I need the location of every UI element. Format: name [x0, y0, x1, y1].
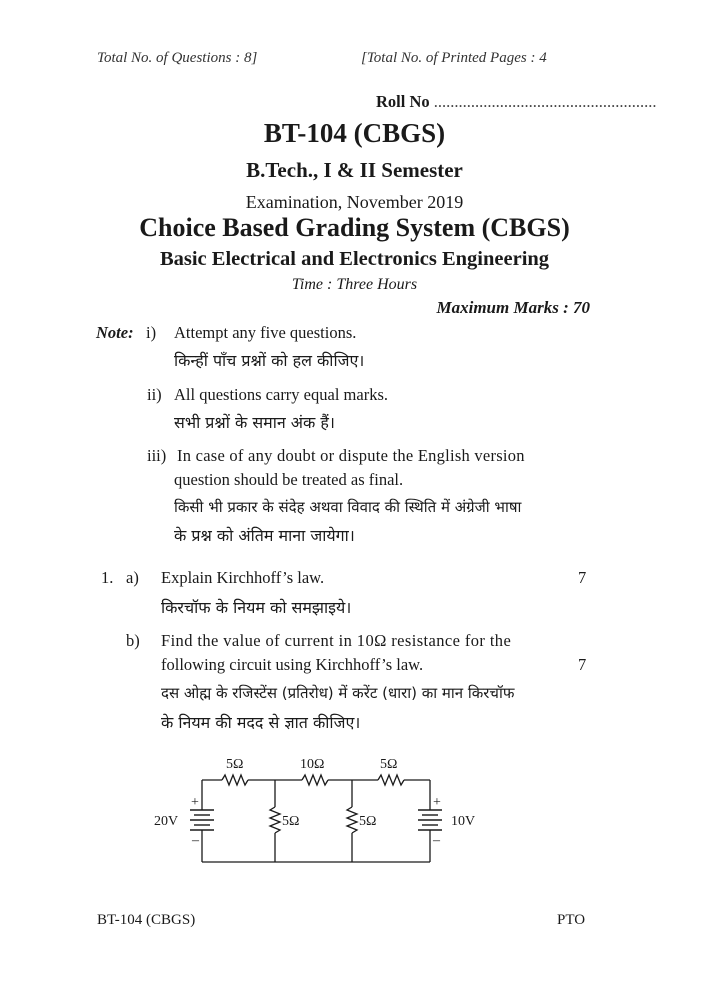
note-2-hi: सभी प्रश्नों के समान अंक हैं।	[174, 413, 335, 432]
note-num-1: i)	[146, 323, 157, 342]
q1b-marks: 7	[578, 655, 587, 674]
note-1-hi: किन्हीं पाँच प्रश्नों को हल कीजिए।	[174, 351, 365, 370]
roll-no-fill: ......................................................	[433, 92, 657, 111]
resistor-shunt-1	[270, 807, 280, 833]
q1a-marks: 7	[578, 568, 587, 587]
label-r-top-right: 5Ω	[380, 757, 398, 772]
q1b-hindi-1: दस ओह्म के रजिस्टेंस (प्रतिरोध) में करेंट (धारा) का मान किरचॉफ	[161, 684, 515, 702]
resistor-top-mid	[302, 775, 328, 785]
note-num-3: iii)	[147, 446, 167, 465]
grading-system: Choice Based Grading System (CBGS)	[139, 213, 570, 242]
left-minus-sign: –	[192, 833, 199, 848]
roll-no-label: Roll No	[376, 92, 430, 111]
q1a-text: Explain Kirchhoff’s law.	[161, 568, 325, 587]
note-2-en: All questions carry equal marks.	[174, 385, 388, 404]
label-v-right: 10V	[451, 814, 476, 829]
note-label: Note:	[96, 323, 134, 342]
note-3-en1: In case of any doubt or dispute the English version	[177, 446, 525, 465]
resistor-top-right	[378, 775, 404, 785]
footer-pto: PTO	[557, 912, 586, 928]
right-minus-sign: –	[433, 833, 440, 848]
right-plus-sign: +	[433, 795, 441, 810]
max-marks: Maximum Marks : 70	[436, 298, 590, 317]
q1b-label: b)	[126, 631, 140, 650]
label-r-top-mid: 10Ω	[300, 757, 325, 772]
exam-title: Examination, November 2019	[245, 192, 464, 212]
time-allowed: Time : Three Hours	[291, 276, 418, 293]
roll-no	[376, 92, 657, 112]
left-plus-sign: +	[191, 795, 199, 810]
total-pages: [Total No. of Printed Pages : 4	[361, 50, 547, 66]
subject-title: Basic Electrical and Electronics Engineering	[159, 248, 550, 270]
label-v-left: 20V	[154, 814, 179, 829]
note-3-hi1: किसी भी प्रकार के संदेह अथवा विवाद की स्थिति में अंग्रेजी भाषा	[174, 498, 522, 516]
label-r-shunt-2: 5Ω	[359, 814, 377, 829]
note-1-en: Attempt any five questions.	[174, 323, 357, 342]
q1b-text-1: Find the value of current in 10Ω resistance for the	[161, 631, 512, 650]
q1a-label: a)	[126, 568, 139, 587]
paper-code: BT-104 (CBGS)	[263, 118, 446, 148]
circuit-diagram	[140, 752, 480, 877]
label-r-top-left: 5Ω	[226, 757, 244, 772]
resistor-shunt-2	[347, 807, 357, 833]
total-questions: Total No. of Questions : 8]	[97, 50, 258, 66]
resistor-top-left	[222, 775, 248, 785]
footer-code: BT-104 (CBGS)	[97, 912, 196, 928]
q1-number: 1.	[101, 568, 114, 587]
q1b-hindi-2: के नियम की मदद से ज्ञात कीजिए।	[161, 713, 361, 732]
note-3-en2: question should be treated as final.	[174, 470, 404, 489]
note-3-hi2: के प्रश्न को अंतिम माना जायेगा।	[174, 526, 355, 545]
label-r-shunt-1: 5Ω	[282, 814, 300, 829]
course-title: B.Tech., I & II Semester	[246, 158, 463, 182]
q1a-hindi: किरचॉफ के नियम को समझाइये।	[161, 598, 352, 617]
q1b-text-2: following circuit using Kirchhoff’s law.	[161, 655, 424, 674]
note-num-2: ii)	[147, 385, 162, 404]
